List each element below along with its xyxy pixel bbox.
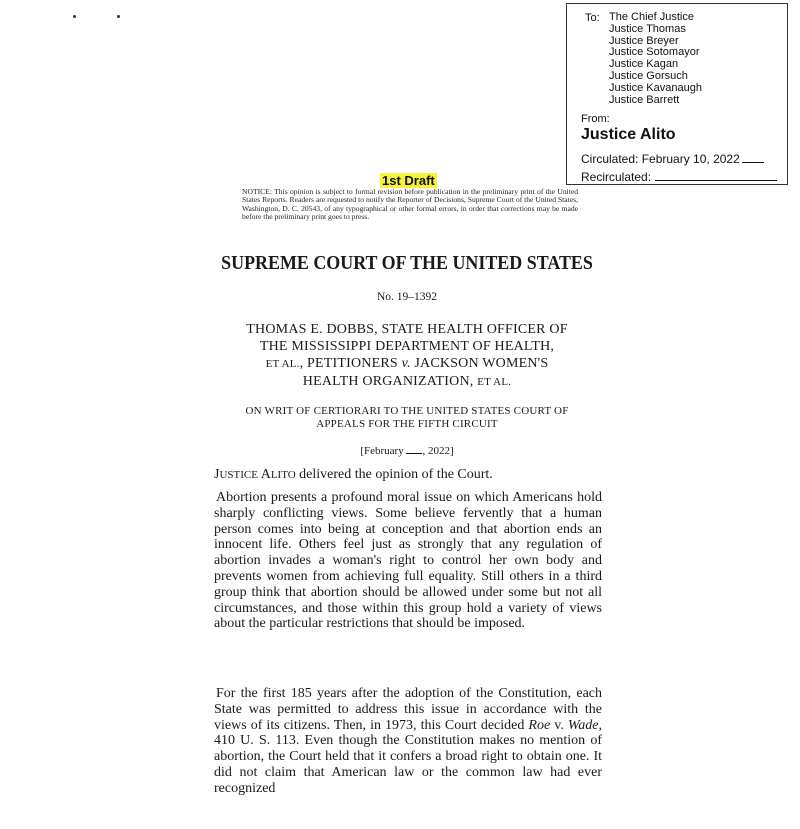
case-name-roe: Roe — [528, 717, 551, 733]
routing-recipient-list — [609, 12, 702, 106]
p2-text-2: , 410 U. S. 113. Even though the Constitution makes no mention of abortion, the Court held that it confers a broad right to obtain one. It did not claim that American law or the common law had ever recognized — [214, 717, 602, 796]
date-blank — [406, 453, 422, 454]
routing-to-label: To: — [585, 12, 600, 24]
recirculated-label: Recirculated: — [581, 170, 652, 184]
circulation-routing-box — [566, 3, 788, 185]
case-name-wade: Wade — [567, 717, 599, 733]
p2-text-1: For the first 185 years after the adoption of the Constitution, each State was permitted to address this issue in accordance with the views of its citizens. Then, in 1973, this Court decided — [214, 686, 602, 733]
et-al: ET AL. — [477, 376, 512, 388]
date-prefix: [February — [360, 445, 404, 457]
case-parties — [200, 321, 614, 391]
date-suffix: , 2022] — [422, 445, 454, 457]
parties-line — [200, 373, 614, 391]
routing-recipient: Justice Sotomayor — [609, 46, 700, 59]
recirculated-blank-line — [655, 180, 777, 181]
parties-line: THOMAS E. DOBBS, STATE HEALTH OFFICER OF — [246, 322, 568, 337]
routing-recipient: Justice Thomas — [609, 22, 686, 35]
parties-line: THE MISSISSIPPI DEPARTMENT OF HEALTH, — [259, 339, 555, 354]
writ-of-certiorari — [198, 405, 616, 431]
justice-J: J — [214, 467, 220, 482]
routing-from-label: From: — [581, 113, 610, 125]
routing-recipient: Justice Barrett — [609, 93, 680, 106]
recirculated-line — [581, 170, 777, 184]
delivered-text: delivered the opinion of the Court. — [299, 467, 493, 482]
circulated-date: February 10, 2022 — [641, 152, 740, 166]
routing-recipient: Justice Kavanaugh — [609, 81, 702, 94]
routing-recipient: Justice Breyer — [609, 34, 679, 47]
scan-speck — [117, 15, 120, 18]
writ-line: APPEALS FOR THE FIFTH CIRCUIT — [316, 418, 498, 430]
circulated-blank-line — [742, 162, 764, 163]
routing-recipient: Justice Gorsuch — [609, 69, 688, 82]
routing-recipient: Justice Kagan — [609, 58, 679, 71]
respondent-org: HEALTH ORGANIZATION, — [302, 374, 474, 389]
justice-name-smallcaps: LITO — [270, 469, 296, 481]
scan-speck — [73, 15, 76, 18]
delivered-line — [214, 467, 614, 483]
opinion-paragraph-2 — [214, 686, 602, 814]
circulated-label: Circulated: — [581, 152, 639, 166]
versus-text: v. — [550, 717, 568, 733]
justice-smallcaps: USTICE — [219, 469, 258, 481]
routing-recipient: The Chief Justice — [609, 11, 694, 23]
docket-number: No. 19–1392 — [376, 291, 438, 303]
writ-line: ON WRIT OF CERTIORARI TO THE UNITED STATES COURT OF — [245, 405, 569, 417]
justice-A: A — [260, 467, 271, 482]
draft-label: 1st Draft — [382, 173, 435, 188]
circulated-line — [581, 152, 764, 166]
opinion-date — [205, 445, 609, 457]
versus: v. — [401, 356, 411, 371]
publication-notice: NOTICE: This opinion is subject to formal revision before publication in the preliminary print of the United States Reports. Readers are requested to notify the Reporter of Decisions, Supreme Court of the United States, Washington, D. C. 20543, of any typographical or other formal errors, in order that corrections may be made before the preliminary print goes to press. — [242, 187, 578, 222]
petitioners-text: , PETITIONERS — [299, 356, 402, 371]
et-al: ET AL. — [265, 358, 300, 370]
opinion-paragraph-1: Abortion presents a profound moral issue on which Americans hold sharply conflicting views. Some believe fervently that a human person comes into being at conception and that abortion ends an innocent life. Others feel just as strongly that any regulation of abortion invades a woman's right to control her own body and prevents women from achieving full equality. Still others in a third group think that abortion should be allowed under some but not all circumstances, and those within this group hold a variety of views about the particular restrictions that should be imposed. — [214, 490, 602, 632]
court-title: SUPREME COURT OF THE UNITED STATES — [221, 253, 593, 274]
respondent-text: JACKSON WOMEN'S — [410, 356, 549, 371]
routing-author: Justice Alito — [581, 126, 676, 143]
parties-line — [200, 355, 614, 373]
